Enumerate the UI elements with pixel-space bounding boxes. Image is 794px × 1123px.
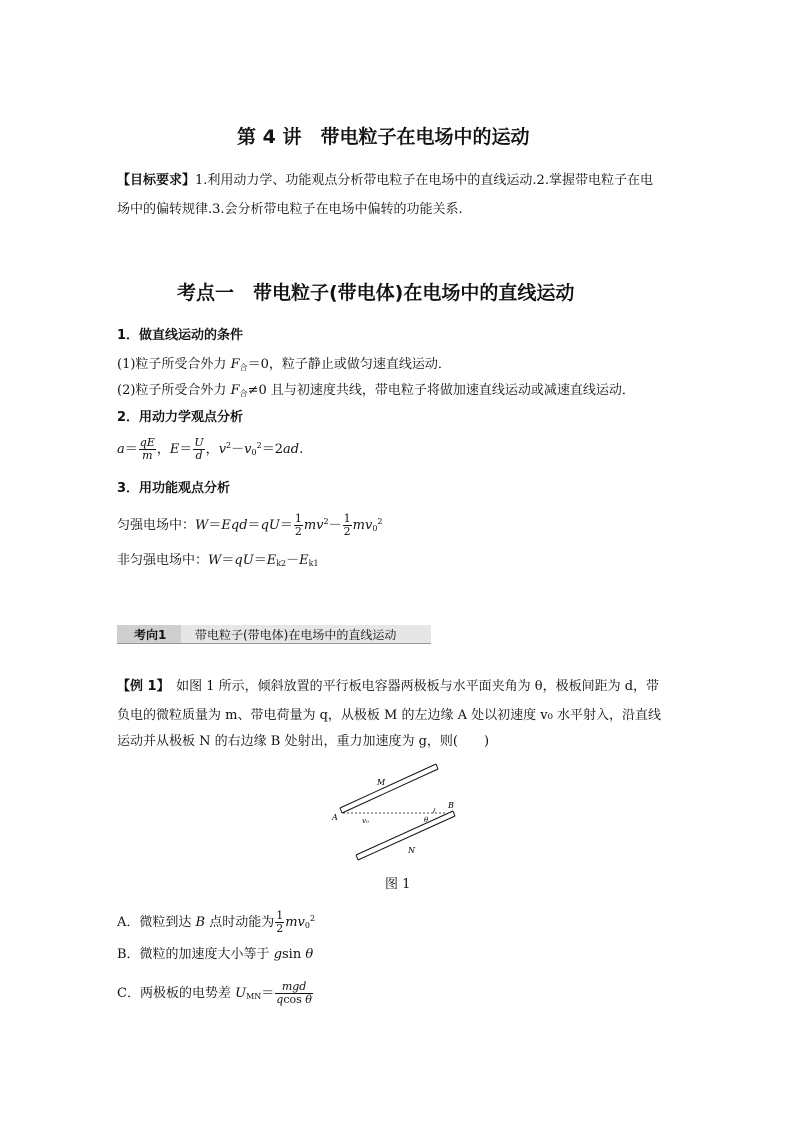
lecture-title: 第 4 讲 带电粒子在电场中的运动 bbox=[237, 126, 530, 148]
frac-half-1: $\frac{1}{2}$ bbox=[294, 512, 302, 538]
goal-label: 【目标要求】 bbox=[117, 173, 196, 188]
p3-uniform: 匀强电场中：W＝Eqd＝qU＝ $\frac{1}{2}$ $mv^2-$ $\frac{1}{2}$ $mv_0^2$ bbox=[117, 512, 383, 538]
frac-U-over-d: $\frac{U}{d}$ bbox=[194, 436, 204, 462]
example-line-3: 运动并从极板 N 的右边缘 B 处射出，重力加速度为 g，则( ) bbox=[117, 734, 490, 749]
theta-arc bbox=[433, 808, 435, 813]
label-v0: v₀ bbox=[362, 817, 369, 825]
example-line-1: 【例 1】 如图 1 所示，倾斜放置的平行板电容器两极板与水平面夹角为 θ，极板间距为 d，带 bbox=[117, 679, 660, 694]
p2-heading: 2．用动力学观点分析 bbox=[117, 410, 244, 425]
label-A: A bbox=[332, 813, 338, 822]
direction-bar bbox=[117, 625, 431, 643]
option-C: C．两极板的电势差 $U_{MN}=$ $\frac{\text{mgd}}{\text{qcos θ}}$ bbox=[117, 980, 312, 1006]
example-line-2: 负电的微粒质量为 m、带电荷量为 q，从极板 M 的左边缘 A 处以初速度 v₀ 水平射入，沿直线 bbox=[117, 708, 661, 723]
goal-line-1 bbox=[117, 172, 653, 190]
option-B: B．微粒的加速度大小等于 gsin θ bbox=[117, 947, 314, 962]
p3-heading: 3．用功能观点分析 bbox=[117, 481, 231, 496]
frac-half-2: $\frac{1}{2}$ bbox=[343, 512, 351, 538]
label-theta: θ bbox=[424, 816, 429, 824]
plate-N bbox=[356, 811, 455, 860]
direction-underline bbox=[117, 643, 431, 644]
label-B: B bbox=[448, 801, 454, 810]
direction-text: 带电粒子(带电体)在电场中的直线运动 bbox=[195, 628, 397, 642]
p1-heading: 1．做直线运动的条件 bbox=[117, 328, 244, 343]
capacitor-diagram bbox=[330, 760, 470, 870]
frac-half-A: $\frac{1}{2}$ bbox=[276, 909, 284, 935]
goal-text-1: 1.利用动力学、功能观点分析带电粒子在电场中的直线运动.2.掌握带电粒子在电 bbox=[195, 173, 653, 188]
goal-line-2: 场中的偏转规律.3.会分析带电粒子在电场中偏转的功能关系. bbox=[117, 202, 463, 217]
figure-caption: 图 1 bbox=[385, 877, 411, 892]
label-M: M bbox=[377, 778, 386, 787]
frac-qE-over-m: $\frac{qE}{m}$ bbox=[139, 436, 155, 462]
option-A: A．微粒到达 B 点时动能为 $\frac{1}{2}$ $mv_0^2$ bbox=[117, 909, 316, 935]
example-label: 【例 1】 bbox=[117, 679, 164, 694]
section-title: 考点一 带电粒子(带电体)在电场中的直线运动 bbox=[177, 282, 575, 304]
label-N: N bbox=[408, 846, 415, 855]
p3-nonuniform: 非匀强电场中：$W=qU=E_{k2}-E_{k1}$ bbox=[117, 553, 319, 568]
p2-formula: a＝ $\frac{qE}{m}$ ，E＝ $\frac{U}{d}$ ，$v^2-v_0^2=2ad$. bbox=[117, 436, 304, 462]
direction-tag: 考向1 bbox=[134, 628, 167, 642]
p1-cond-1: (1)粒子所受合外力 $F_合=0$，粒子静止或做匀速直线运动． bbox=[117, 357, 451, 372]
plate-M bbox=[340, 764, 438, 813]
frac-mgd: $\frac{\text{mgd}}{\text{qcos θ}}$ bbox=[276, 980, 312, 1006]
p1-cond-2: (2)粒子所受合外力 $F_合\ne 0$ 且与初速度共线，带电粒子将做加速直线运动或减速直线运动． bbox=[117, 383, 635, 398]
